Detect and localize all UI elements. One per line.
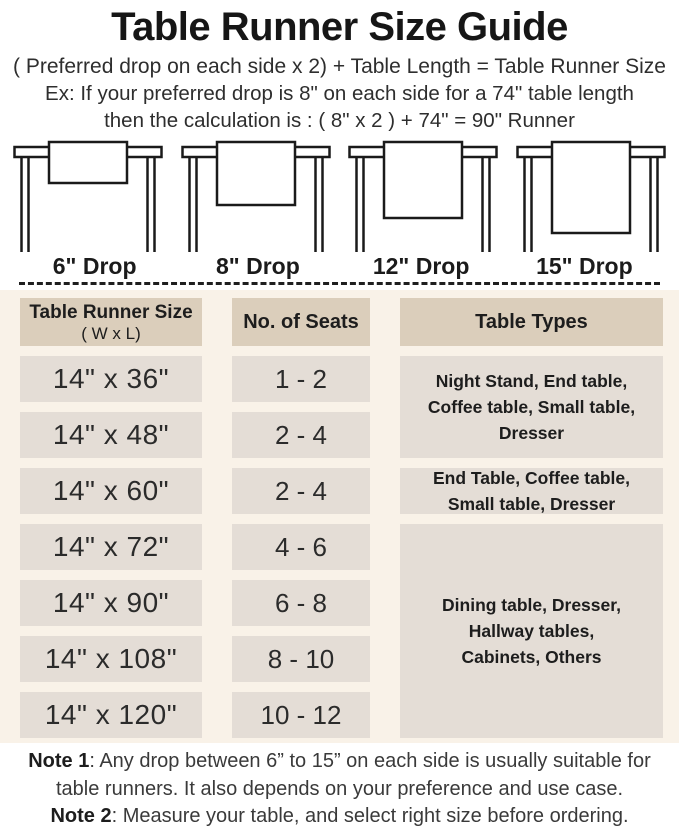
table-diagrams-row: [0, 140, 679, 252]
example-line-1: Ex: If your preferred drop is 8" on each side for a 74" table length: [45, 82, 634, 105]
table-diagram-6-drop: [13, 140, 163, 252]
header-seats: [232, 298, 370, 346]
footnotes: [0, 743, 679, 826]
dashed-divider: [19, 282, 660, 285]
header-table-types-label: Table Types: [475, 310, 588, 333]
size-chart-grid: [20, 298, 679, 738]
note-1-line-2: [0, 776, 679, 804]
table-diagram-15-drop: [516, 140, 666, 252]
drop-label-12: 12" Drop: [372, 253, 470, 279]
table-types-cell-group-2: [400, 468, 663, 514]
note-1-line-1: [0, 748, 679, 776]
size-cell-row-4: 14" x 72": [20, 524, 202, 570]
header-table-types: [400, 298, 663, 346]
runner-drape: [552, 142, 630, 233]
runner-drape: [49, 142, 127, 183]
table-types-text-group-2: End Table, Coffee table, Small table, Dresser: [432, 468, 631, 514]
note-2-label: Note 2: [50, 805, 112, 826]
runner-drape: [217, 142, 295, 205]
page-title: Table Runner Size Guide: [111, 5, 568, 49]
note-1-text-1: : Any drop between 6” to 15” on each side is usually suitable for: [89, 750, 651, 772]
size-cell-row-6: 14" x 108": [20, 636, 202, 682]
seats-cell-row-6: 8 - 10: [232, 636, 370, 682]
drop-label-8: 8" Drop: [216, 253, 300, 279]
seats-cell-row-4: 4 - 6: [232, 524, 370, 570]
table-diagram-8-drop: [181, 140, 331, 252]
drop-labels-row: [0, 253, 679, 280]
table-types-text-group-3: Dining table, Dresser, Hallway tables, Cabinets, Others: [442, 595, 621, 667]
header-runner-size: [20, 298, 202, 346]
header-seats-label: No. of Seats: [243, 310, 359, 333]
runner-drape: [384, 142, 462, 218]
table-diagram-12-drop: [348, 140, 498, 252]
seats-cell-row-1: 1 - 2: [232, 356, 370, 402]
seats-cell-row-7: 10 - 12: [232, 692, 370, 738]
size-cell-row-7: 14" x 120": [20, 692, 202, 738]
example-line-2: then the calculation is : ( 8" x 2 ) + 74" = 90" Runner: [104, 109, 575, 132]
note-1-text-2: table runners. It also depends on your preference and use case.: [55, 777, 624, 800]
size-cell-row-5: 14" x 90": [20, 580, 202, 626]
table-types-cell-group-1: [400, 356, 663, 458]
header-runner-size-sub: ( W x L): [81, 323, 141, 343]
size-cell-row-1: 14" x 36": [20, 356, 202, 402]
note-2-text: : Measure your table, and select right size before ordering.: [111, 805, 629, 826]
size-cell-row-3: 14" x 60": [20, 468, 202, 514]
seats-cell-row-3: 2 - 4: [232, 468, 370, 514]
seats-cell-row-5: 6 - 8: [232, 580, 370, 626]
note-2-line: [0, 803, 679, 826]
header-runner-size-title: Table Runner Size: [29, 301, 193, 323]
table-types-cell-group-3: [400, 524, 663, 738]
note-1-label: Note 1: [28, 750, 90, 772]
size-cell-row-2: 14" x 48": [20, 412, 202, 458]
drop-label-15: 15" Drop: [536, 253, 633, 279]
seats-cell-row-2: 2 - 4: [232, 412, 370, 458]
drop-label-6: 6" Drop: [52, 253, 137, 279]
size-chart-section: [0, 290, 679, 743]
table-types-text-group-1: Night Stand, End table, Coffee table, Small table, Dresser: [427, 371, 636, 443]
formula-text: ( Preferred drop on each side x 2) + Table Length = Table Runner Size: [13, 55, 666, 78]
